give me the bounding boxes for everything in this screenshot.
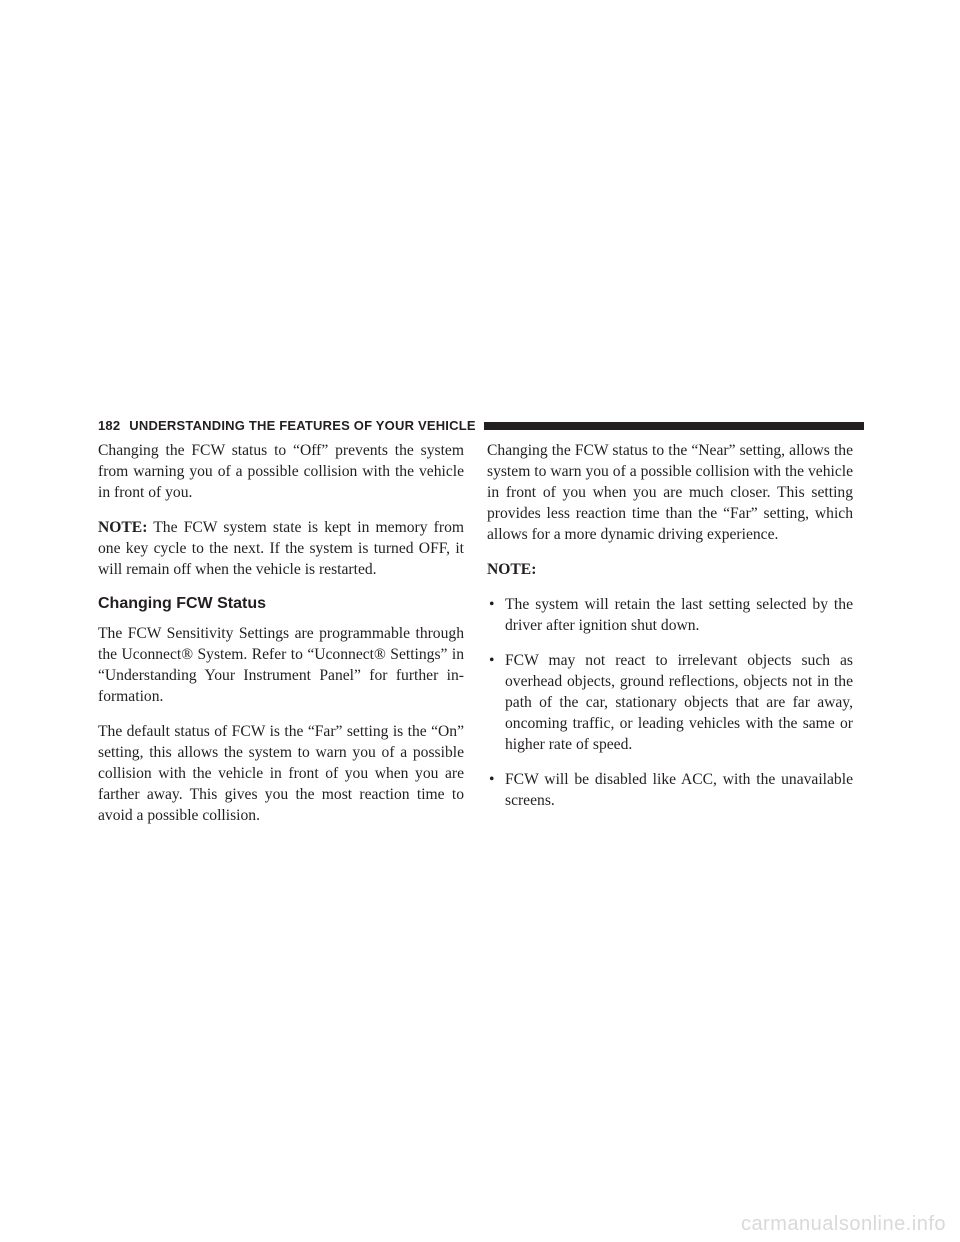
page-header — [98, 416, 864, 434]
bullet-icon: • — [489, 652, 495, 669]
section-heading: Changing FCW Status — [98, 595, 266, 612]
note-heading: NOTE: — [487, 561, 537, 578]
watermark: carmanualsonline.info — [740, 1213, 946, 1235]
bullet-icon: • — [489, 771, 495, 788]
note-paragraph — [98, 517, 464, 580]
sensitivity-paragraph: The FCW Sensitivity Settings are programmable through the Uconnect® System. Refer to “Uconnect® Settings” in “Understanding Your Instrument Panel” for further in-formation. — [98, 625, 464, 705]
header-rule — [484, 422, 864, 430]
note-label: NOTE: — [98, 519, 148, 536]
note-bullet-list — [487, 594, 853, 811]
near-setting-paragraph: Changing the FCW status to the “Near” setting, allows the system to warn you of a possible collision with the vehicle in front of you when you are much closer. This setting provides less reaction time than the “Far” setting, which allows for a more dynamic driving experience. — [487, 442, 853, 543]
off-status-paragraph: Changing the FCW status to “Off” prevents the system from warning you of a possible collision with the vehicle in front of you. — [98, 442, 464, 501]
list-item-text: The system will retain the last setting selected by the driver after ignition shut down. — [505, 596, 853, 634]
right-column — [487, 440, 853, 825]
list-item — [487, 769, 853, 811]
list-item-text: FCW will be disabled like ACC, with the unavailable screens. — [505, 771, 853, 809]
list-item — [487, 594, 853, 636]
list-item-text: FCW may not react to irrelevant objects such as overhead objects, ground reflections, objects not in the path of the car, stationary objects that are far away, oncoming traffic, or leading vehicles with the same or higher rate of speed. — [505, 652, 853, 753]
note-text: The FCW system state is kept in memory from one key cycle to the next. If the system is turned OFF, it will remain off when the vehicle is restarted. — [98, 519, 464, 578]
list-item — [487, 650, 853, 755]
page-number: 182 — [98, 417, 121, 433]
section-title: UNDERSTANDING THE FEATURES OF YOUR VEHICLE — [129, 417, 476, 433]
default-status-paragraph: The default status of FCW is the “Far” setting is the “On” setting, this allows the system to warn you of a possible collision with the vehicle in front of you when you are farther away. This gives you the most reaction time to avoid a possible collision. — [98, 723, 464, 824]
left-column — [98, 440, 464, 840]
bullet-icon: • — [489, 596, 495, 613]
